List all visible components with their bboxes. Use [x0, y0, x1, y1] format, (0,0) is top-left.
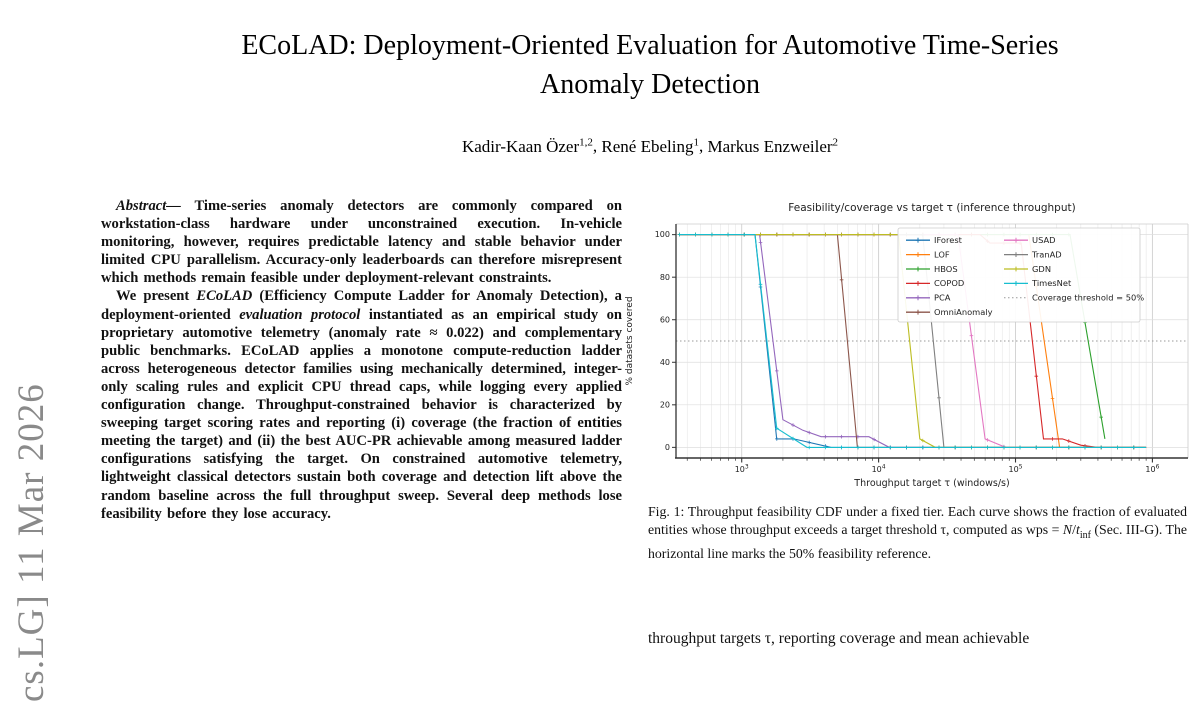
legend-label-COPOD: COPOD — [934, 278, 965, 289]
legend-label-USAD: USAD — [1032, 235, 1056, 245]
math-var-t: t — [1075, 522, 1080, 538]
arxiv-stamp: cs.LG] 11 Mar 2026 — [11, 383, 52, 702]
chart-title: Feasibility/coverage vs target τ (inference throughput) — [788, 202, 1076, 214]
legend-label-OmniAnomaly: OmniAnomaly — [934, 307, 993, 317]
y-tick-label: 100 — [654, 230, 670, 240]
legend-label-LOF: LOF — [934, 249, 950, 260]
x-tick-label: $10^3$ — [734, 463, 749, 474]
x-axis-label: Throughput target τ (windows/s) — [854, 478, 1010, 489]
author: Markus Enzweiler$^2$ — [707, 136, 839, 156]
evaluation-protocol-emphasis: evaluation protocol — [239, 306, 361, 323]
paper-title-line1: ECoLAD: Deployment-Oriented Evaluation for Automotive Time-Series — [241, 30, 1059, 61]
abstract — [101, 197, 622, 523]
math-sub-inf: inf — [1079, 529, 1091, 541]
legend-label-PCA: PCA — [934, 292, 951, 303]
y-tick-label: 20 — [659, 400, 670, 410]
author-affiliation-sup: 2 — [832, 136, 839, 148]
author-affiliation-sup: 1,2 — [579, 136, 593, 148]
abstract-paragraph-1: Abstract— Time-series anomaly detectors are commonly compared on workstation-class hardware under unconstrained execution. In-vehicle monitoring, however, requires predictable latency and stable behavior under limited CPU parallelism. Accuracy-only leaderboards can therefore misrepresent which methods remain feasible under deployment-relevant constraints. — [101, 198, 622, 287]
y-tick-label: 60 — [659, 315, 670, 325]
legend-label-GDN: GDN — [1032, 263, 1052, 274]
paper-title-line2: Anomaly Detection — [539, 69, 761, 100]
figure1-caption: Fig. 1: Throughput feasibility CDF under a fixed tier. Each curve shows the fraction of evaluated entities whose throughput exceeds a target threshold τ, computed as wps = $N/t_{inf}$ (Sec. III-G). The horizontal line marks the 50% feasibility reference. — [648, 504, 1187, 562]
ecolad-emphasis: ECoLAD — [196, 288, 253, 305]
y-tick-label: 40 — [659, 357, 670, 367]
y-axis-label: % datasets covered — [625, 296, 635, 386]
body-text-partial-line: throughput targets τ, reporting coverage and mean achievable — [648, 630, 1030, 647]
figure1-chart — [622, 194, 1200, 494]
y-tick-label: 0 — [664, 442, 670, 452]
math-var-n: N — [1062, 522, 1073, 538]
legend-label-TimesNet: TimesNet — [1032, 278, 1072, 289]
author-list: Kadir-Kaan Özer$^{1,2}$, René Ebeling$^1$, Markus Enzweiler$^2$ — [461, 136, 839, 156]
y-tick-label: 80 — [659, 272, 670, 282]
legend-label-IForest: IForest — [934, 235, 962, 245]
x-tick-label: $10^5$ — [1008, 463, 1023, 474]
legend-label-TranAD: TranAD — [1032, 249, 1062, 260]
x-tick-label: $10^6$ — [1145, 463, 1160, 474]
author-affiliation-sup: 1 — [693, 136, 699, 148]
author: Kadir-Kaan Özer$^{1,2}$ — [461, 136, 593, 156]
paper-title — [100, 26, 1200, 104]
legend-label-threshold: Coverage threshold = 50% — [1032, 292, 1145, 303]
author: René Ebeling$^1$ — [601, 136, 699, 156]
x-tick-label: $10^4$ — [871, 463, 886, 474]
abstract-paragraph-2: We present ECoLAD (Efficiency Compute Ladder for Anomaly Detection), a deployment-oriented evaluation protocol instantiated as an empirical study on proprietary automotive telemetry (anomaly rate ≈ 0.022) and complementary public benchmarks. ECoLAD applies a monotone compute-reduction ladder across heterogeneous detector families using mechanically determined, integer-only scaling rules and explicit CPU thread caps, while logging every applied configuration change. Throughput-constrained behavior is characterized by sweeping target scoring rates and reporting (i) coverage (the fraction of entities meeting the target) and (ii) the best AUC-PR achievable among measured ladder configurations satisfying the target. On constrained automotive telemetry, lightweight classical detectors sustain both coverage and detection lift above the random baseline across the full throughput sweep. Several deep methods lose feasibility before they lose accuracy. — [101, 288, 622, 522]
abstract-label: Abstract— — [116, 198, 181, 214]
legend-label-HBOS: HBOS — [934, 263, 958, 274]
